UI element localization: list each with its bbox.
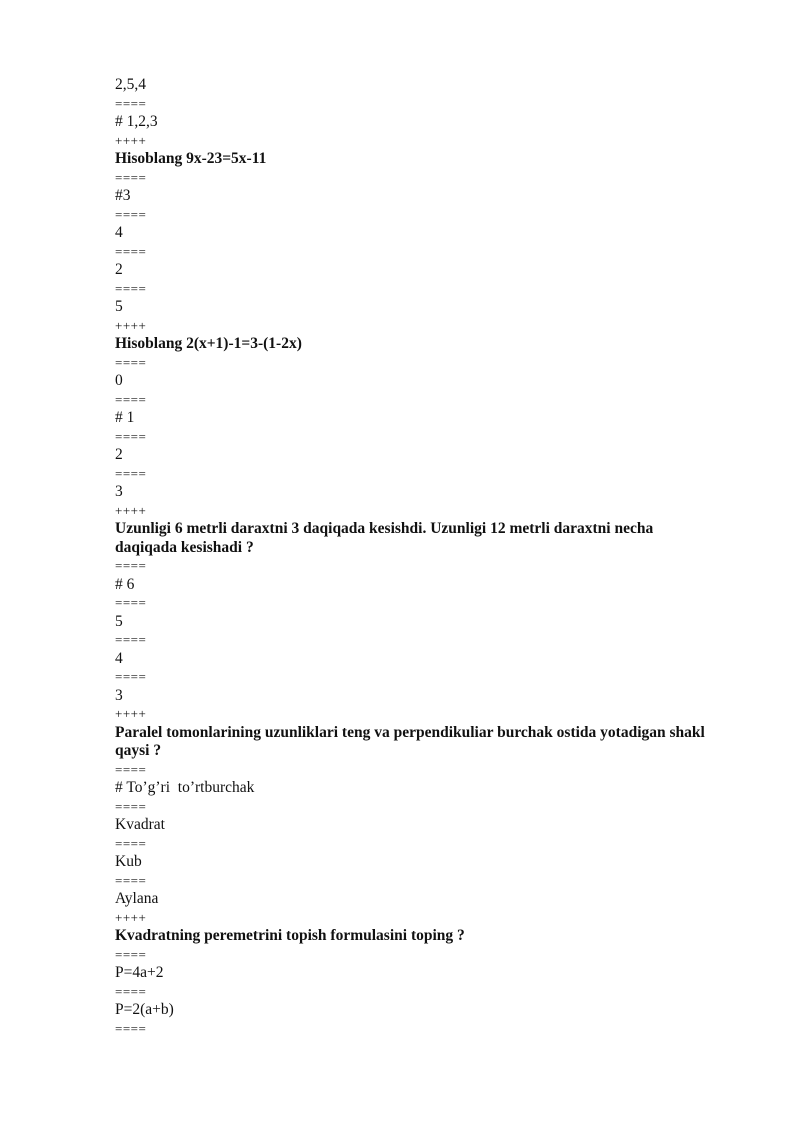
- separator-line: ====: [115, 391, 147, 407]
- answer-option: 0: [115, 372, 123, 389]
- answer-option: 2,5,4: [115, 76, 146, 93]
- separator-line: ====: [115, 761, 147, 777]
- answer-option: 5: [115, 612, 123, 630]
- separator-line: ++++: [115, 909, 147, 925]
- answer-option: Kub: [115, 853, 142, 870]
- answer-option: 3: [115, 686, 123, 704]
- separator-line: ++++: [115, 502, 147, 518]
- question-text: Paralel tomonlarining uzunliklari teng va perpendikuliar burchak ostida yotadigan shakl qaysi ?: [115, 723, 705, 759]
- separator-line: ====: [115, 632, 147, 647]
- answer-option: 3: [115, 483, 123, 500]
- separator-line: ====: [115, 354, 147, 370]
- answer-option: # To’g’ri to’rtburchak: [115, 779, 255, 796]
- separator-line: ====: [115, 206, 147, 222]
- question-text: Uzunligi 6 metrli daraxtni 3 daqiqada kesishdi. Uzunligi 12 metrli daraxtni necha daqiqada kesishadi ?: [115, 520, 654, 556]
- separator-line: ====: [115, 558, 147, 573]
- answer-option: P=2(a+b): [115, 1001, 174, 1018]
- separator-line: ====: [115, 595, 147, 610]
- answer-option: 5: [115, 298, 123, 315]
- separator-line: ++++: [115, 317, 147, 333]
- answer-option: 2: [115, 261, 123, 278]
- answer-option: P=4a+2: [115, 964, 164, 981]
- answer-option: Kvadrat: [115, 816, 165, 833]
- answer-option: #3: [115, 187, 131, 204]
- separator-line: ====: [115, 835, 147, 851]
- answer-option: # 6: [115, 575, 135, 593]
- separator-line: ====: [115, 946, 147, 962]
- separator-line: ====: [115, 465, 147, 481]
- answer-option: # 1,2,3: [115, 113, 158, 130]
- answer-option: 4: [115, 649, 123, 667]
- question-text: Hisoblang 9x-23=5x-11: [115, 150, 267, 167]
- separator-line: ====: [115, 243, 147, 259]
- separator-line: ++++: [115, 132, 147, 148]
- separator-line: ====: [115, 798, 147, 814]
- separator-line: ====: [115, 983, 147, 999]
- separator-line: ++++: [115, 706, 147, 721]
- separator-line: ====: [115, 428, 147, 444]
- answer-option: 4: [115, 224, 123, 241]
- separator-line: ====: [115, 872, 147, 888]
- question-text: Kvadratning peremetrini topish formulasini toping ?: [115, 927, 465, 944]
- separator-line: ====: [115, 1020, 147, 1036]
- separator-line: ====: [115, 669, 147, 684]
- question-text: Hisoblang 2(x+1)-1=3-(1-2x): [115, 335, 302, 352]
- answer-option: # 1: [115, 409, 135, 426]
- separator-line: ====: [115, 95, 147, 111]
- separator-line: ====: [115, 169, 147, 185]
- answer-option: Aylana: [115, 890, 159, 907]
- answer-option: 2: [115, 446, 123, 463]
- separator-line: ====: [115, 280, 147, 296]
